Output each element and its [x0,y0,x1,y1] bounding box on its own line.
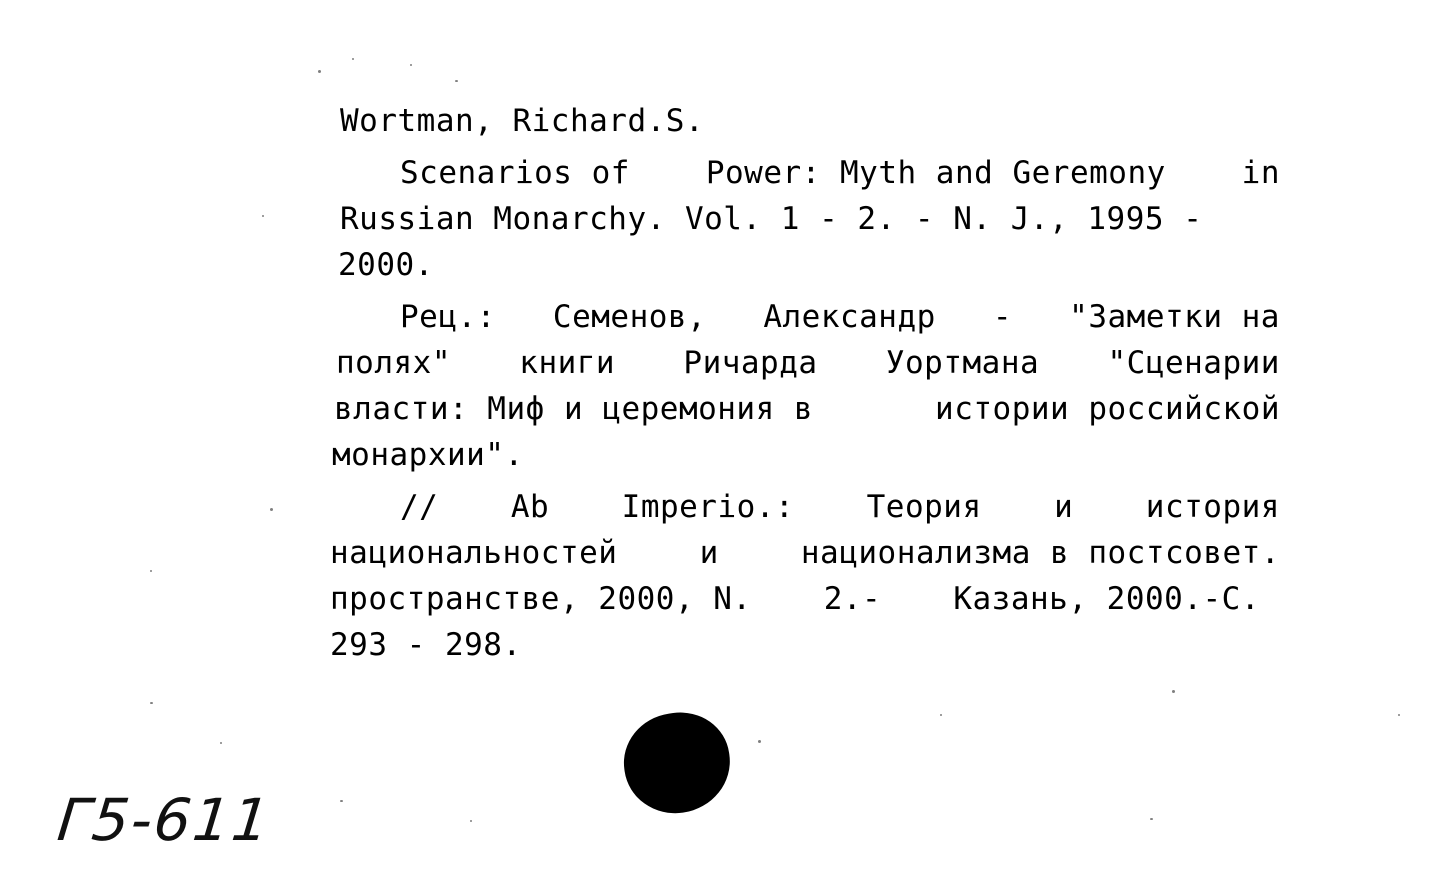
text-segment: "Сценарии [1107,345,1280,381]
text-segment: книги [519,345,616,381]
text-segment: - [992,299,1013,335]
text-segment: пространстве, 2000, N. [330,581,752,617]
scan-speckle [220,742,222,744]
scan-speckle [758,740,761,743]
scan-speckle [470,820,472,822]
text-segment: истории российской [935,391,1280,427]
scan-speckle [940,714,942,716]
scan-speckle [410,64,412,66]
punch-hole-icon [618,706,737,820]
review-line-4: монархии". [332,437,524,473]
text-segment: полях" [336,345,451,381]
author-line: Wortman, Richard.S. [340,103,705,139]
text-segment: 2.- [823,581,882,617]
text-segment: Imperio.: [621,489,795,525]
text-segment: Scenarios of [400,155,630,191]
text-segment: власти: Миф и церемония в [334,391,814,427]
scan-speckle [270,508,273,511]
text-segment: Теория [866,489,982,525]
review-line-1 [330,294,1280,340]
text-segment: Power: Myth and Geremony [705,155,1166,191]
text-segment: Семенов, [552,299,707,335]
text-segment: Ричарда [683,345,818,381]
title-line-1 [330,150,1280,196]
source-line-1 [330,484,1280,530]
text-segment: Ab [510,489,550,525]
scan-speckle [150,570,152,572]
scan-speckle [1172,690,1175,693]
text-segment: Александр [763,299,936,335]
title-line-3: 2000. [338,247,434,283]
source-line-3 [330,576,1280,622]
review-line-3 [330,386,1280,432]
text-segment: и [699,535,719,571]
text-segment: национализма в постсовет. [800,535,1280,571]
text-segment: история [1145,489,1280,525]
text-segment: "Заметки на [1069,299,1280,335]
text-segment: и [1054,489,1074,525]
shelfmark: Г5-611 [54,786,275,854]
scan-speckle [1150,818,1153,820]
text-segment: национальностей [330,535,618,571]
source-line-2 [330,530,1280,576]
text-segment: Казань, 2000.-С. [953,581,1260,617]
scan-speckle [455,80,458,82]
text-segment: Уортмана [885,345,1040,381]
scan-speckle [340,800,343,802]
scan-speckle [1398,714,1400,716]
scan-speckle [262,215,264,217]
source-line-4: 293 - 298. [330,627,522,663]
title-line-2: Russian Monarchy. Vol. 1 - 2. - N. J., 1995 - [340,201,1203,237]
review-line-2 [330,340,1280,386]
scan-speckle [318,70,321,73]
text-segment: in [1241,155,1280,191]
scan-speckle [352,58,354,60]
text-segment: Рец.: [400,299,496,335]
card-text [330,98,1280,668]
text-segment: // [400,489,439,525]
scan-speckle [150,702,153,704]
